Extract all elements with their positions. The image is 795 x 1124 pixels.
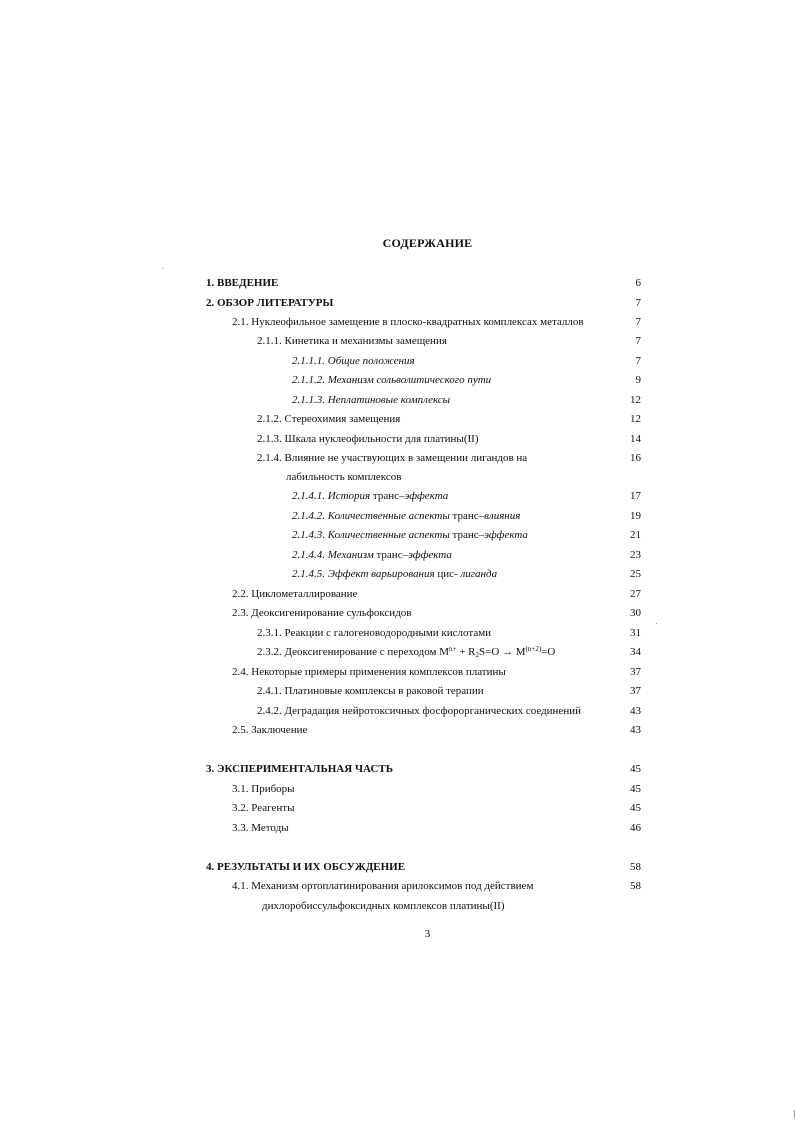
toc-entry-label: лабильность комплексов: [286, 471, 402, 483]
title-term: цис-: [437, 568, 458, 580]
toc-entry-page: 46: [630, 822, 641, 834]
title-part: Количественные аспекты: [327, 510, 450, 522]
toc-entry-page: 37: [630, 685, 641, 697]
toc-entry-label: 2.1.3. Шкала нуклеофильности для платины(II): [257, 433, 479, 445]
toc-entry-page: 31: [630, 627, 641, 639]
toc-entry-label: 1. ВВЕДЕНИЕ: [206, 277, 279, 289]
toc-entry-2-1[interactable]: [0, 313, 795, 332]
toc-entry-label: 4. РЕЗУЛЬТАТЫ И ИХ ОБСУЖДЕНИЕ: [206, 861, 406, 873]
title-part: Количественные аспекты: [327, 529, 450, 541]
toc-entry-label: [292, 526, 528, 545]
section-number: 2.1.4.4.: [292, 549, 325, 561]
toc-entry-page: 12: [630, 413, 641, 425]
toc-entry-page: 7: [635, 355, 641, 367]
formula-sup: n+: [449, 645, 457, 653]
toc-entry-label: 2.1.2. Стереохимия замещения: [257, 413, 401, 425]
formula-sub: 2: [475, 651, 480, 659]
toc-entry-4-1[interactable]: [0, 877, 795, 896]
title-term: транс–: [372, 490, 405, 502]
section-number: 2.1.4.3.: [292, 529, 325, 541]
page-number: 3: [424, 928, 431, 940]
toc-entry-page: 7: [635, 297, 641, 309]
title-part: эффекта: [484, 529, 528, 541]
toc-entry-page: 45: [630, 783, 641, 795]
formula-text: 2.3.2. Деоксигенирование с переходом M: [257, 646, 450, 658]
toc-entry-2-1-4-1[interactable]: [0, 487, 795, 506]
toc-entry-2-1-4-5[interactable]: [0, 565, 795, 584]
toc-entry-label: 3. ЭКСПЕРИМЕНТАЛЬНАЯ ЧАСТЬ: [206, 763, 393, 775]
toc-entry-introduction[interactable]: [0, 274, 795, 293]
toc-entry-label: 3.2. Реагенты: [232, 802, 295, 814]
toc-entry-2-1-4[interactable]: [0, 449, 795, 468]
toc-entry-label: 2.4. Некоторые примеры применения комплексов платины: [232, 666, 506, 678]
title-part: История: [327, 490, 371, 502]
toc-entry-page: 45: [630, 763, 641, 775]
toc-entry-2-2[interactable]: [0, 585, 795, 604]
toc-entry-page: 58: [630, 861, 641, 873]
section-number: 2.1.4.2.: [292, 510, 325, 522]
toc-entry-label: 2.5. Заключение: [232, 724, 308, 736]
toc-entry-label: 2.1. Нуклеофильное замещение в плоско-квадратных комплексах металлов: [232, 316, 584, 328]
toc-entry-2-1-4-2[interactable]: [0, 507, 795, 526]
toc-entry-label: [292, 487, 448, 506]
toc-entry-2-1-3[interactable]: [0, 430, 795, 449]
title-term: транс–: [452, 529, 485, 541]
toc-entry-2-5[interactable]: [0, 721, 795, 740]
toc-entry-label: 2.3. Деоксигенирование сульфоксидов: [232, 607, 412, 619]
toc-entry-page: 43: [630, 724, 641, 736]
section-number: 2.1.4.5.: [292, 568, 325, 580]
toc-entry-page: 7: [635, 316, 641, 328]
toc-entry-page: 37: [630, 666, 641, 678]
toc-entry-label: [292, 546, 452, 565]
toc-entry-page: 43: [630, 705, 641, 717]
toc-entry-page: 58: [630, 880, 641, 892]
formula-text: + R: [456, 646, 476, 658]
toc-entry-label: 2.3.1. Реакции с галогеноводородными кислотами: [257, 627, 492, 639]
toc-entry-page: 21: [630, 529, 641, 541]
toc-entry-2-1-4-3[interactable]: [0, 526, 795, 545]
toc-entry-label: 2.1.1. Кинетика и механизмы замещения: [257, 335, 447, 347]
toc-entry-2-4-1[interactable]: [0, 682, 795, 701]
title-term: транс–: [452, 510, 485, 522]
toc-entry-3-3[interactable]: [0, 819, 795, 838]
toc-entry-label: 2.1.1.2. Механизм сольволитического пути: [292, 374, 492, 386]
toc-entry-2-4-2[interactable]: [0, 702, 795, 721]
toc-entry-label: 2.4.2. Деградация нейротоксичных фосфорорганических соединений: [257, 705, 581, 717]
toc-entry-label: 2. ОБЗОР ЛИТЕРАТУРЫ: [206, 297, 334, 309]
toc-entry-label: [292, 507, 520, 526]
toc-entry-page: 14: [630, 433, 641, 445]
toc-entry-2-1-2[interactable]: [0, 410, 795, 429]
toc-entry-label: 2.1.4. Влияние не участвующих в замещении лигандов на: [257, 452, 528, 464]
toc-entry-3-1[interactable]: [0, 780, 795, 799]
toc-entry-page: 19: [630, 510, 641, 522]
title-term: транс–: [376, 549, 409, 561]
toc-entry-4-1-continued[interactable]: [0, 897, 795, 916]
toc-entry-literature-review[interactable]: [0, 294, 795, 313]
toc-entry-page: 12: [630, 394, 641, 406]
scan-speck: [656, 623, 657, 624]
formula-text: S=O → M: [479, 646, 526, 658]
toc-entry-label: 3.1. Приборы: [232, 783, 295, 795]
toc-entry-results[interactable]: [0, 858, 795, 877]
toc-entry-label: 2.4.1. Платиновые комплексы в раковой терапии: [257, 685, 484, 697]
toc-entry-2-1-1-2[interactable]: [0, 371, 795, 390]
toc-entry-label: 3.3. Методы: [232, 822, 289, 834]
toc-entry-page: 25: [630, 568, 641, 580]
toc-entry-page: 17: [630, 490, 641, 502]
title-part: влияния: [484, 510, 521, 522]
toc-entry-page: 16: [630, 452, 641, 464]
formula-text: =O: [541, 646, 556, 658]
title-part: эффекта: [404, 490, 449, 502]
toc-entry-2-1-1-1[interactable]: [0, 352, 795, 371]
toc-entry-page: 34: [630, 646, 641, 658]
toc-entry-label: 4.1. Механизм ортоплатинирования арилоксимов под действием: [232, 880, 534, 892]
title-part: Эффект варьирования: [327, 568, 435, 580]
toc-entry-page: 9: [635, 374, 641, 386]
toc-entry-page: 30: [630, 607, 641, 619]
toc-entry-2-3-1[interactable]: [0, 624, 795, 643]
toc-entry-page: 7: [635, 335, 641, 347]
page-title: СОДЕРЖАНИЕ: [382, 236, 473, 250]
toc-entry-2-1-1-3[interactable]: [0, 391, 795, 410]
toc-entry-page: 23: [630, 549, 641, 561]
toc-entry-2-4[interactable]: [0, 663, 795, 682]
title-part: эффекта: [408, 549, 452, 561]
title-part: лиганда: [460, 568, 498, 580]
toc-entry-2-3-2[interactable]: [0, 643, 795, 662]
scan-speck: [162, 268, 163, 269]
toc-entry-2-1-4-4[interactable]: [0, 546, 795, 565]
toc-entry-page: 27: [630, 588, 641, 600]
toc-entry-experimental[interactable]: [0, 760, 795, 779]
toc-entry-label: дихлоробиссульфоксидных комплексов платины(II): [262, 900, 505, 912]
toc-entry-page: 45: [630, 802, 641, 814]
toc-entry-label: 2.1.1.1. Общие положения: [292, 355, 415, 367]
title-part: Механизм: [327, 549, 374, 561]
formula-sup: (n+2): [525, 645, 542, 653]
toc-entry-label: [292, 565, 497, 584]
toc-entry-label: 2.1.1.3. Неплатиновые комплексы: [292, 394, 451, 406]
toc-entry-2-3[interactable]: [0, 604, 795, 623]
toc-entry-3-2[interactable]: [0, 799, 795, 818]
toc-entry-2-1-4-continued[interactable]: [0, 468, 795, 487]
toc-entry-2-1-1[interactable]: [0, 332, 795, 351]
toc-entry-page: 6: [635, 277, 641, 289]
toc-entry-label: 2.2. Циклометаллирование: [232, 588, 358, 600]
toc-entry-label: [257, 643, 555, 662]
section-number: 2.1.4.1.: [292, 490, 325, 502]
